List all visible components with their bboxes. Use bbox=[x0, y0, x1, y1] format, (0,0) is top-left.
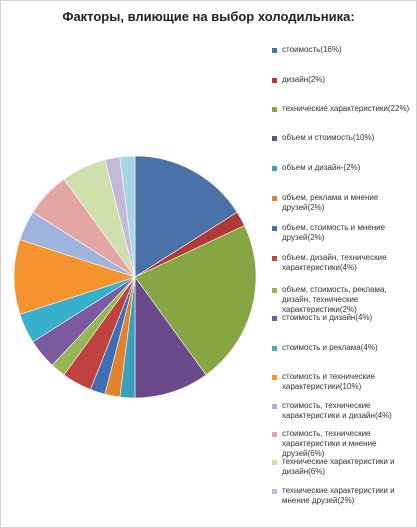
legend-swatch bbox=[272, 460, 277, 465]
pie-slices bbox=[14, 156, 256, 398]
legend-label: технические характеристики и мнение друзей(2%) bbox=[282, 486, 395, 505]
legend-swatch bbox=[272, 196, 277, 201]
legend-swatch bbox=[272, 375, 277, 380]
legend-label: стоимость и технические характеристики(10%) bbox=[282, 372, 375, 391]
legend-label: стоимость, технические характеристики и мнение друзей(6%) bbox=[282, 429, 377, 458]
legend-swatch bbox=[272, 432, 277, 437]
legend-swatch bbox=[272, 48, 277, 53]
legend-swatch bbox=[272, 226, 277, 231]
legend-label: объем и стоимость(10%) bbox=[282, 133, 375, 142]
legend-swatch bbox=[272, 136, 277, 141]
legend-label: стоимость(16%) bbox=[282, 45, 342, 54]
legend-swatch bbox=[272, 256, 277, 261]
legend-swatch bbox=[272, 489, 277, 494]
legend-swatch bbox=[272, 316, 277, 321]
legend-label: объем, реклама и мнение друзей(2%) bbox=[282, 193, 379, 212]
legend-swatch bbox=[272, 404, 277, 409]
legend-label: стоимость, технические характеристики и дизайн(4%) bbox=[282, 401, 392, 420]
legend-swatch bbox=[272, 288, 277, 293]
legend-label: объем, стоимость, реклама, дизайн, технические характеристики(2%) bbox=[282, 285, 387, 314]
legend-label: объем и дизайн-(2%) bbox=[282, 163, 361, 172]
legend-label: стоимость и дизайн(4%) bbox=[282, 313, 373, 322]
chart-title: Факторы, влиющие на выбор холодильника: bbox=[62, 9, 355, 24]
legend-swatch bbox=[272, 166, 277, 171]
legend-swatch bbox=[272, 78, 277, 83]
legend-label: технические характеристики и дизайн(6%) bbox=[282, 457, 395, 476]
legend-label: стоимость и реклама(4%) bbox=[282, 343, 378, 352]
legend-label: объем, дизайн, технические характеристики(4%) bbox=[282, 253, 387, 272]
legend-label: объем, стоимость и мнение друзей(2%) bbox=[282, 223, 386, 242]
legend-label: технические характеристики(22%) bbox=[282, 104, 410, 113]
legend-swatch bbox=[272, 346, 277, 351]
legend-label: дизайн(2%) bbox=[282, 75, 326, 84]
legend-swatch bbox=[272, 107, 277, 112]
